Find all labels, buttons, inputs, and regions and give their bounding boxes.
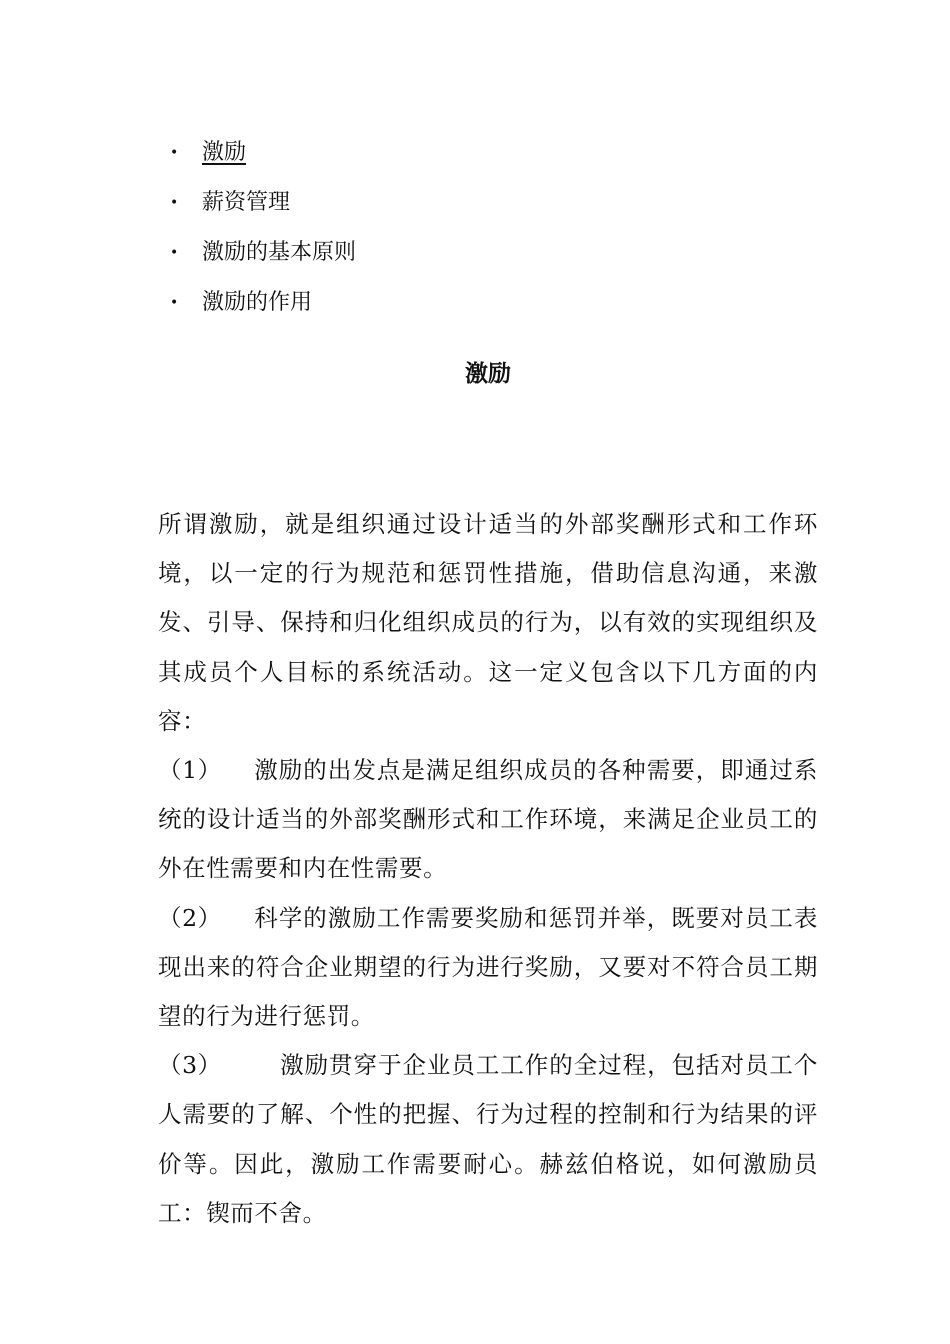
section-title: 激励 [465,361,511,387]
bullet-icon: • [170,295,179,311]
point-1 [158,746,818,894]
point-number: （2） [158,903,222,932]
point-3 [158,1041,818,1238]
bullet-icon: • [170,145,179,161]
intro-paragraph: 所谓激励，就是组织通过设计适当的外部奖酬形式和工作环境，以一定的行为规范和惩罚性措施，借助信息沟通，来激发、引导、保持和归化组织成员的行为，以有效的实现组织及其成员个人目标的系统活动。这一定义包含以下几方面的内容： [158,510,818,735]
toc-link-jili[interactable]: 激励 [202,140,247,165]
bullet-icon: • [170,195,179,211]
toc-item-jili[interactable] [170,135,356,185]
point-text: 科学的激励工作需要奖励和惩罚并举，既要对员工表现出来的符合企业期望的行为进行奖励，又要对不符合员工期望的行为进行惩罚。 [158,903,818,1031]
point-text: 激励的出发点是满足组织成员的各种需要，即通过系统的设计适当的外部奖酬形式和工作环境，来满足企业员工的外在性需要和内在性需要。 [158,756,818,883]
toc-item-salary [170,185,356,235]
point-2 [158,894,818,1042]
bullet-icon: • [170,245,179,261]
toc-label-salary: 薪资管理 [202,190,291,215]
toc-label-principles: 激励的基本原则 [202,240,357,265]
toc-item-principles [170,235,356,285]
toc-item-effects [170,285,356,335]
point-number: （1） [158,756,222,785]
table-of-contents [170,135,356,335]
point-text: 激励贯穿于企业员工工作的全过程，包括对员工个人需要的了解、个性的把握、行为过程的控制和行为结果的评价等。因此，激励工作需要耐心。赫兹伯格说，如何激励员工：锲而不舍。 [158,1051,818,1227]
toc-label-effects: 激励的作用 [202,290,313,315]
point-number: （3） [158,1051,222,1080]
body-text [158,500,818,1238]
